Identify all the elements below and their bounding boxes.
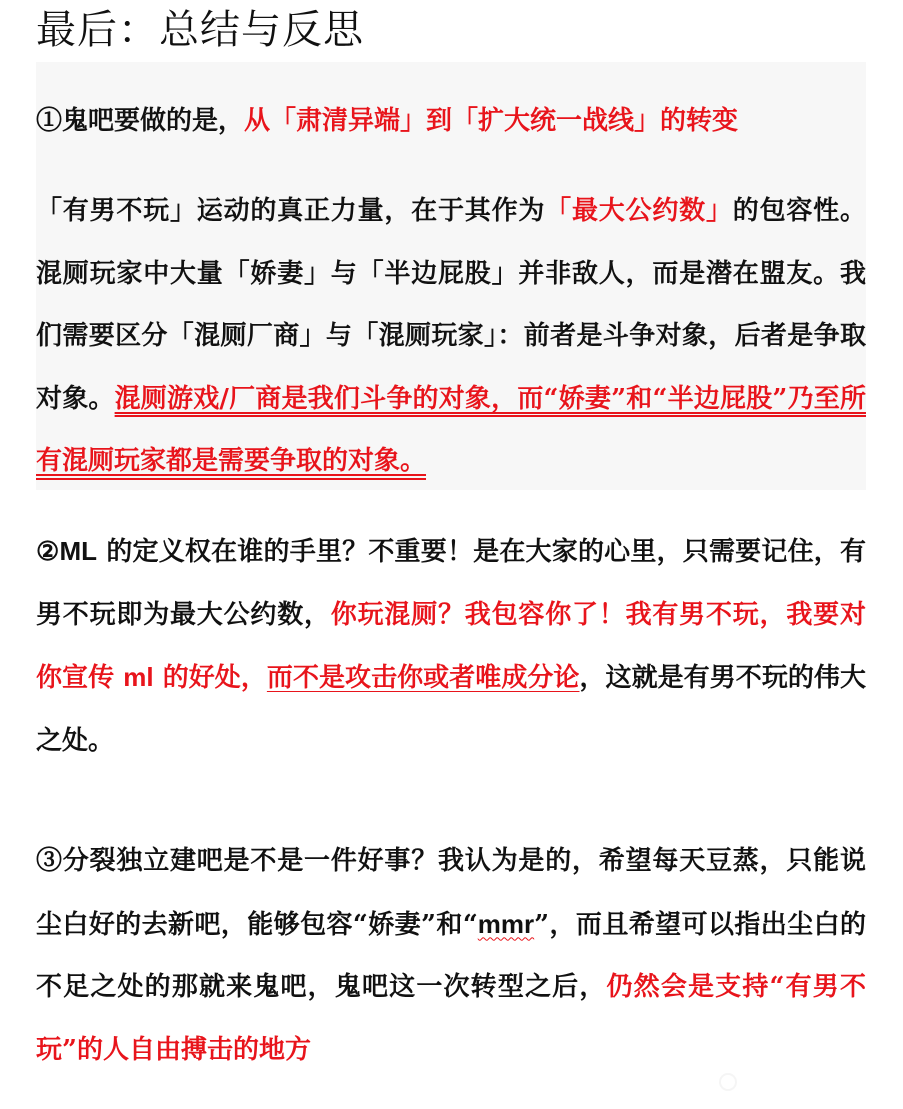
section-2-text-red-a: 你玩混厕？我包容你了！我有男不玩，我要对你宣传 [36,599,866,693]
section-2-paragraph [36,520,866,772]
section-2-text-red-underlined: 而不是攻击你或者唯成分论 [266,663,580,693]
section-1-text-b: 的包容性。混厕玩家中大量「娇妻」与「半边屁股」并非敌人，而是潜在盟友。我们需要区分「混厕厂商」与「混厕玩家」：前者是斗争对象，后者是争取对象。 [36,196,866,414]
section-2-text-b: 的定义权在谁的手里？不重要！是在大家的心里，只需要记住，有男不玩即为最大公约数， [36,537,866,630]
section-1-heading [36,104,738,138]
section-1-heading-highlight: 从「肃清异端」到「扩大统一战线」的转变 [244,106,739,136]
section-1-text-red-a: 「最大公约数」 [545,196,733,226]
watermark-icon [716,1072,740,1092]
section-3-text-mmr: mmr [477,908,535,939]
section-1-paragraph [36,180,866,493]
section-2-text-a: ② [36,537,60,567]
section-2-text-c: ，这就是有男不玩的伟大之处。 [36,663,866,756]
section-3-text-a: ③分裂独立建吧是不是一件好事？我认为是的，希望每天豆蒸，只能说尘白好的去新吧，能够包容“娇妻”和“ [36,846,866,940]
section-2-text-red-b: 的好处， [153,663,267,693]
section-2-text-ml: ML [59,536,98,566]
section-1-text-red-underlined: 混厕游戏/厂商是我们斗争的对象，而“娇妻”和“半边屁股”乃至所有混厕玩家都是需要争取的对象。 [36,383,866,476]
section-1-text-a: 「有男不玩」运动的真正力量，在于其作为 [36,196,546,226]
section-3-paragraph [36,830,866,1081]
section-3-text-b: ”，而且希望可以指出尘白的不足之处的那就来鬼吧，鬼吧这一次转型之后， [36,909,866,1002]
section-2-text-red-ml: ml [123,662,154,692]
section-1-heading-prefix: ①鬼吧要做的是， [36,106,245,136]
page-title: 最后：总结与反思 [36,7,364,53]
section-3-text-red: 仍然会是支持“有男不玩”的人自由搏击的地方 [36,972,866,1065]
